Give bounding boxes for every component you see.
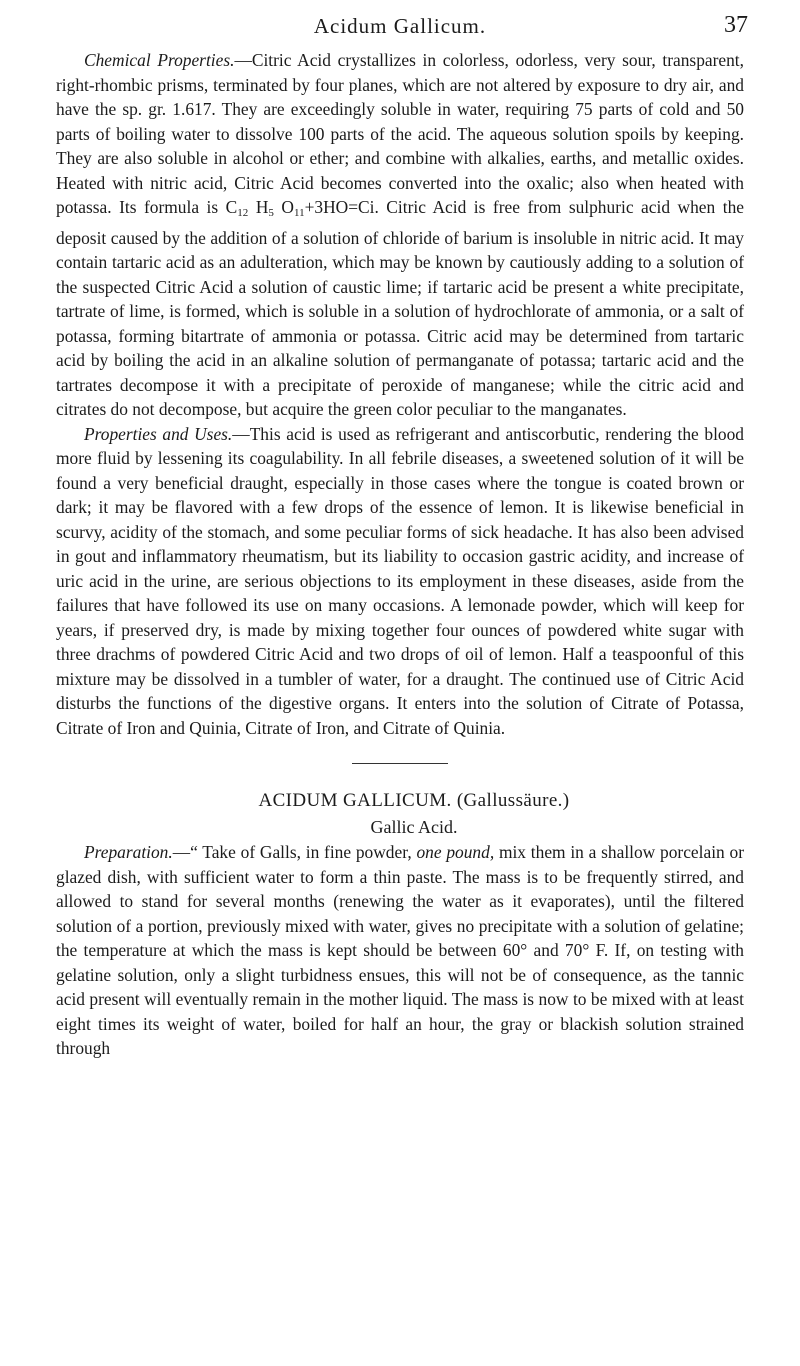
preparation-heading: Preparation. — [84, 842, 173, 862]
properties-uses-heading: Properties and Uses. — [84, 423, 233, 444]
properties-uses-paragraph: Properties and Uses.—This acid is used as refrigerant and antiscorbutic, rendering the blood more fluid by lessening its coagulability. In all febrile diseases, a sweetened solution of it will be found a very beneficial draught, especially in those cases where the tongue is coated brown or dark; it may be flavored with a few drops of the essence of lemon. It is likewise beneficial in scurvy, acidity of the stomach, and some peculiar forms of sick headache. It has also been advised in gout and inflammatory rheumatism, but its liability to occasion gastric acidity, and increase of uric acid in the urine, are serious objections to its employment in these diseases, aside from the failures that have followed its use on many occasions. A lemonade powder, which will keep for years, if preserved dry, is made by mixing together four ounces of powdered white sugar with three drachms of powdered Citric Acid and two drops of oil of lemon. Half a teaspoonful of this mixture may be dissolved in a tumbler of water, for a draught. The continued use of Citric Acid disturbs the functions of the digestive organs. It enters into the solution of Citrate of Potassa, Citrate of Iron and Quinia, Citrate of Iron, and Citrate of Quinia. — [56, 423, 744, 738]
running-head: Acidum Gallicum. — [313, 14, 487, 38]
body-text — [56, 48, 744, 1061]
section-divider — [352, 763, 448, 764]
section-subtitle: Gallic Acid. — [370, 817, 458, 837]
page-number: 37 — [724, 12, 748, 38]
chemical-properties-paragraph: Chemical Properties.—Citric Acid crystallizes in colorless, odorless, very sour, transparent, right-rhombic prisms, terminated by four planes, which are not altered by exposure to dry air, and have the sp. gr. 1.617. They are exceedingly soluble in water, requiring 75 parts of cold and 50 parts of boiling water to dissolve 100 parts of the acid. The aqueous solution spoils by keeping. They are also soluble in alcohol or ether; and combine with alkalies, earths, and metallic oxides. Heated with nitric acid, Citric Acid becomes converted into the oxalic; also when heated with potassa. Its formula is $C_{12}$ $H_5$ $O_{11}+3HO=Ci$. Citric Acid is free from sulphuric acid when the deposit caused by the addition of a solution of chloride of barium is insoluble in nitric acid. It may contain tartaric acid as an adulteration, which may be known by cautiously adding to a solution of the suspected Citric Acid a solution of caustic lime; if tartaric acid be present a white precipitate, tartrate of lime, is formed, which is soluble in a solution of hydrochlorate of ammonia, or a salt of potassa, forming bitartrate of ammonia or potassa. Citric acid may be determined from tartaric acid by boiling the acid in an alkaline solution of permanganate of potassa; tartaric acid and the tartrates decompose it with a precipitate of peroxide of manganese; while the citric acid and citrates do not decompose, but acquire the green color peculiar to the manganates. — [56, 50, 744, 419]
quantity-emphasis: one pound, — [416, 842, 495, 862]
preparation-paragraph: Preparation.—“ Take of Galls, in fine powder, one pound, mix them in a shallow porcelain or glazed dish, with sufficient water to form a thin paste. The mass is to be frequently stirred, and allowed to stand for several months (renewing the water as it evaporates), until the filtered solution of a portion, previously mixed with water, gives no precipitate with a solution of gelatine; the temperature at which the mass is kept should be between 60° and 70° F. If, on testing with gelatine solution, only a slight turbidness ensues, this will not be of consequence, as the tannic acid present will eventually remain in the mother liquid. The mass is now to be mixed with at least eight times its weight of water, boiled for half an hour, the gray or blackish solution strained through — [56, 842, 744, 1058]
section-title: ACIDUM GALLICUM. (Gallussäure.) — [258, 790, 570, 811]
chemical-properties-heading: Chemical Properties. — [84, 50, 235, 70]
